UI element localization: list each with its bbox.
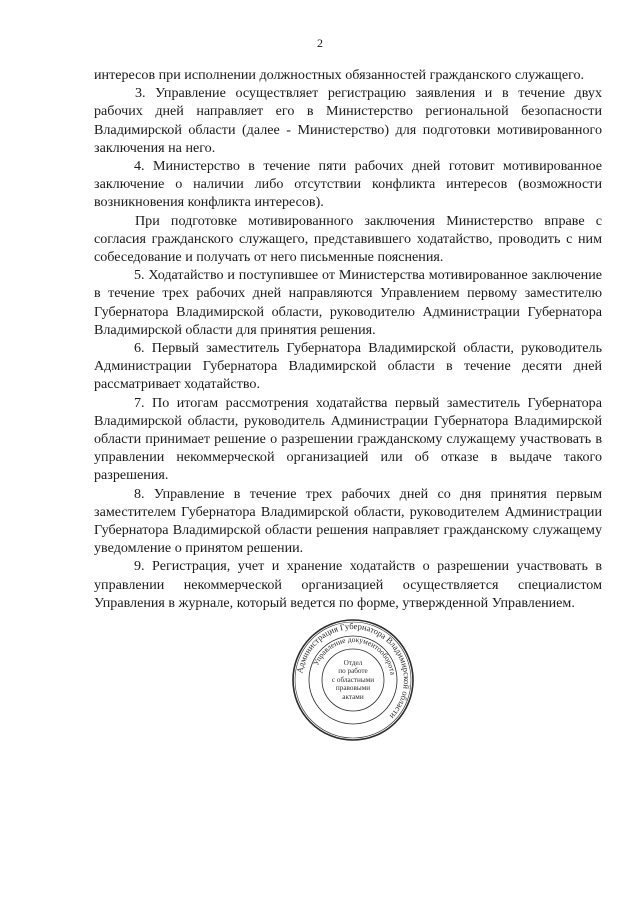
paragraph-item-4-note: При подготовке мотивированного заключения Министерство вправе с согласия гражданского служащего, представившего ходатайство, проводить с ним собеседование и получать от него письменные пояснения. — [94, 212, 602, 266]
stamp-inner-text: Управление документооборота — [311, 634, 398, 676]
official-stamp — [291, 618, 415, 742]
paragraph-item-7: 7. По итогам рассмотрения ходатайства первый заместитель Губернатора Владимирской области, руководитель Администрации Губернатора Владимирской области принимает решение о разрешении гражданскому служащему участвовать в управлении некоммерческой организацией или об отказе в выдаче такого разрешения. — [94, 394, 602, 484]
stamp-outer-text: Администрация Губернатора Владимирской области — [294, 620, 413, 722]
document-body — [94, 66, 602, 612]
paragraph-item-6: 6. Первый заместитель Губернатора Владимирской области, руководитель Администрации Губернатора Владимирской области в течение десяти дней рассматривает ходатайство. — [94, 340, 602, 393]
paragraph-item-8: 8. Управление в течение трех рабочих дней со дня принятия первым заместителем Губернатора Владимирской области, руководителем Администрации Губернатора Владимирской области решения направляет гражданскому служащему уведомление о принятом решении. — [94, 485, 602, 557]
paragraph-continuation: интересов при исполнении должностных обязанностей гражданского служащего. — [94, 67, 585, 83]
paragraph-item-3: 3. Управление осуществляет регистрацию заявления и в течение двух рабочих дней направляет его в Министерство региональной безопасности Владимирской области (далее - Министерство) для подготовки мотивированного заключения на него. — [94, 85, 602, 156]
paragraph-item-9: 9. Регистрация, учет и хранение ходатайств о разрешении участвовать в управлении некоммерческой организацией осуществляется специалистом Управления в журнале, который ведется по форме, утвержденной Управлением. — [94, 558, 602, 611]
page-number: 2 — [317, 36, 323, 50]
paragraph-item-4: 4. Министерство в течение пяти рабочих дней готовит мотивированное заключение о наличии либо отсутствии конфликта интересов (возможности возникновения конфликта интересов). — [94, 158, 602, 211]
stamp-center-line: Отдел — [343, 658, 363, 667]
stamp-center-line: с областными — [331, 675, 375, 684]
stamp-center-line: актами — [342, 692, 364, 701]
paragraph-item-5: 5. Ходатайство и поступившее от Министерства мотивированное заключение в течение трех рабочих дней направляются Управлением первому заместителю Губернатора Владимирской области, руководителю Администрации Губернатора Владимирской области для принятия решения. — [94, 267, 602, 338]
stamp-center-text — [291, 618, 415, 742]
stamp-center-line: правовыми — [335, 684, 371, 693]
stamp-center-line: по работе — [338, 667, 368, 676]
